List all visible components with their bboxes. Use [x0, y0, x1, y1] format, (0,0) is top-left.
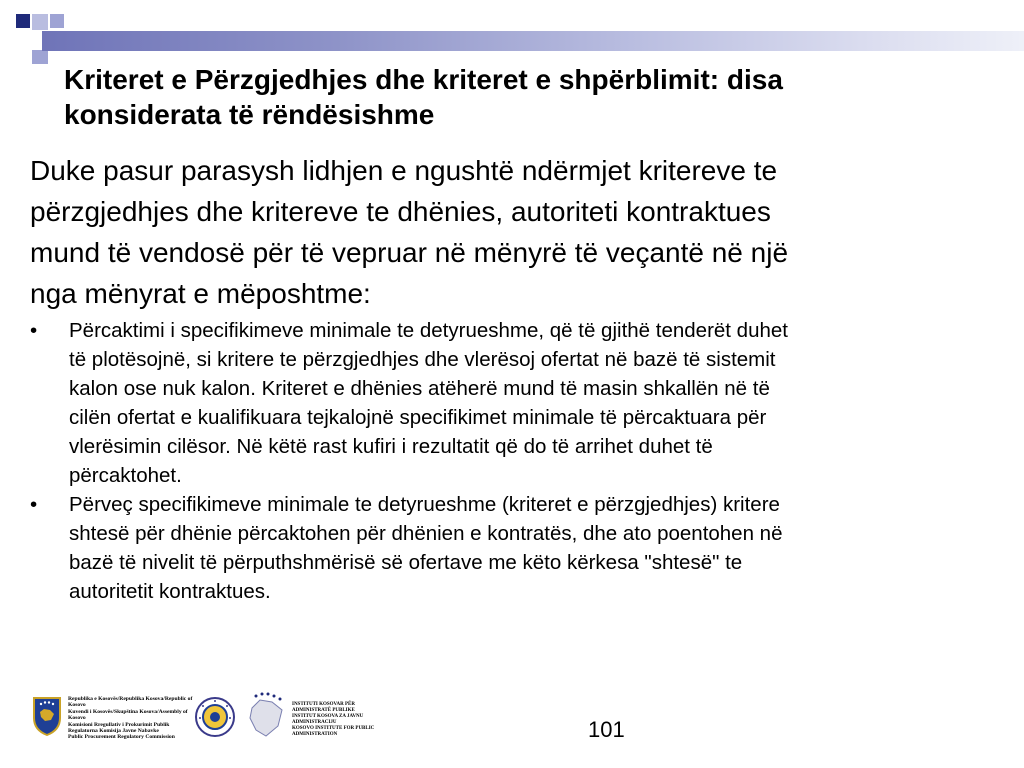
header-square-dark — [16, 14, 30, 28]
title-line: konsiderata të rëndësishme — [64, 99, 435, 130]
slide-title — [64, 62, 964, 132]
intro-paragraph — [30, 150, 990, 314]
intro-line: Duke pasur parasysh lidhjen e ngushtë ndërmjet kritereve te — [30, 155, 778, 186]
bullet-line: Përcaktimi i specifikimeve minimale te detyrueshme, që të gjithë tenderët duhet — [69, 319, 788, 342]
header-square-lower — [32, 50, 48, 64]
logo1-line: Public Procurement Regulatory Commission — [68, 734, 175, 741]
bullet-line: të plotësojnë, si kritere te përzgjedhjes dhe vlerësoj ofertat në bazë të sistemit — [69, 348, 776, 371]
bullet-line: Përveç specifikimeve minimale te detyrueshme (kriteret e përzgjedhjes) kritere — [69, 493, 780, 516]
logo3-line: KOSOVO INSTITUTE FOR PUBLIC ADMINISTRATION — [292, 726, 375, 737]
bullet-line: kalon ose nuk kalon. Kriteret e dhënies atëherë mund të masin shkallën në të — [69, 377, 770, 400]
title-line: Kriteret e Përzgjedhjes dhe kriteret e shpërblimit: disa — [64, 64, 783, 95]
kosovo-coat-of-arms-logo — [32, 696, 62, 736]
bullet-item — [30, 316, 990, 490]
bullet-line: autoritetit kontraktues. — [69, 580, 271, 603]
header-gradient-bar — [42, 31, 1024, 51]
intro-line: përzgjedhjes dhe kritereve te dhënies, autoriteti kontraktues — [30, 196, 771, 227]
header-square-light — [32, 14, 48, 30]
bullet-marker: • — [30, 493, 38, 516]
intro-line: nga mënyrat e mëposhtme: — [30, 278, 371, 309]
footer-logos — [30, 690, 390, 750]
bullet-list — [30, 316, 990, 606]
bullet-marker: • — [30, 319, 38, 342]
logo1-line: Komisioni Rregullativ i Prokurimit Publik — [68, 721, 170, 728]
bullet-line: vlerësimin cilësor. Në këtë rast kufiri i rezultatit që do të arrihet duhet të — [69, 435, 713, 458]
bullet-line: shtesë për dhënie përcaktohen për dhënien e kontratës, dhe ato poentohen në — [69, 522, 783, 545]
logo1-line: Kuvendi i Kosovës/Skupština Kosova/Assembly of Kosovo — [68, 708, 188, 722]
bullet-line: cilën ofertat e kualifikuara tejkalojnë specifikimet minimale të përcaktuara për — [69, 406, 767, 429]
logo1-line: Regulatorna Komisija Javne Nabavke — [68, 728, 159, 735]
bullet-item — [30, 490, 990, 606]
logo1-line: Republika e Kosovës/Republika Kosova/Republic of Kosovo — [68, 696, 193, 709]
round-seal-logo — [194, 694, 236, 740]
institute-map-logo — [246, 690, 290, 742]
header-square-mid — [50, 14, 64, 28]
bullet-line: bazë të nivelit të përputhshmërisë së ofertave me këto kërkesa "shtesë" te — [69, 551, 743, 574]
bullet-line: përcaktohet. — [69, 464, 182, 487]
page-number: 101 — [588, 717, 625, 742]
logo3-text — [292, 702, 388, 738]
logo1-text — [68, 696, 198, 741]
logo3-line: INSTITUT KOSOVA ZA JAVNU ADMINISTRACIJU — [292, 714, 364, 725]
intro-line: mund të vendosë për të vepruar në mënyrë të veçantë në një — [30, 237, 789, 268]
logo3-line: INSTITUTI KOSOVAR PËR ADMINISTRATË PUBLIKE — [292, 702, 355, 713]
